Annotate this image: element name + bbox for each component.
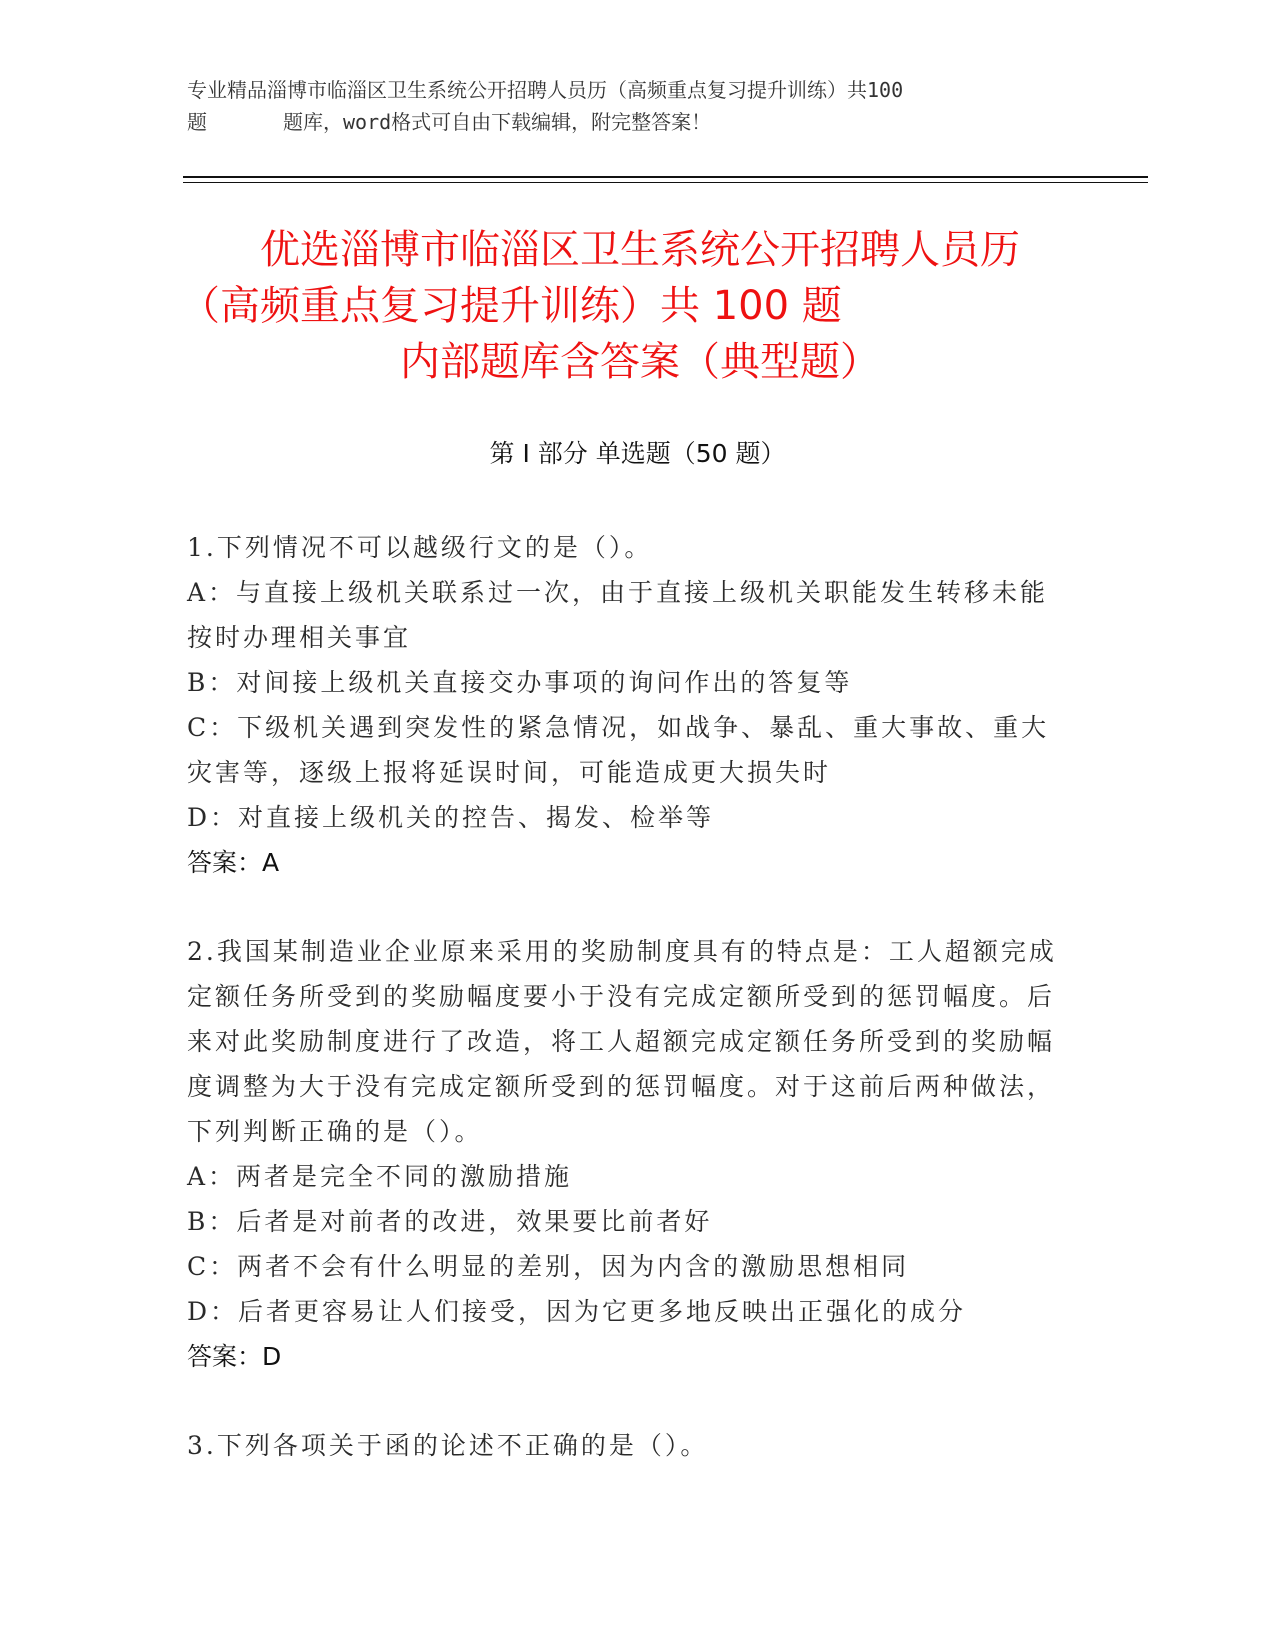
- answer: 答案：D: [187, 1342, 282, 1371]
- title-line-3: 内部题库含答案（典型题）: [400, 339, 880, 385]
- option-b: B：后者是对前者的改进，效果要比前者好: [187, 1207, 713, 1236]
- option-d: D：对直接上级机关的控告、揭发、检举等: [187, 803, 715, 832]
- header-divider-thick: [183, 176, 1148, 178]
- answer: 答案：A: [187, 848, 280, 877]
- title-line-1: 优选淄博市临淄区卫生系统公开招聘人员历: [260, 227, 1020, 273]
- question-2: [187, 929, 1067, 1379]
- question-1: [187, 525, 1067, 885]
- option-d: D：后者更容易让人们接受，因为它更多地反映出正强化的成分: [187, 1297, 967, 1326]
- option-b: B：对间接上级机关直接交办事项的询问作出的答复等: [187, 668, 853, 697]
- option-a: A：两者是完全不同的激励措施: [187, 1162, 573, 1191]
- header-note-line2-rest: 题库，word格式可自由下载编辑，附完整答案！: [283, 110, 712, 134]
- header-note: [187, 74, 1087, 138]
- option-c: C：两者不会有什么明显的差别，因为内含的激励思想相同: [187, 1252, 910, 1281]
- question-3: [187, 1423, 1067, 1468]
- header-divider-thin: [183, 182, 1148, 183]
- option-a: A：与直接上级机关联系过一次，由于直接上级机关职能发生转移未能按时办理相关事宜: [187, 578, 1049, 652]
- option-c: C：下级机关遇到突发性的紧急情况，如战争、暴乱、重大事故、重大灾害等，逐级上报将延误时间，可能造成更大损失时: [187, 713, 1050, 787]
- title-line-2: （高频重点复习提升训练）共 100 题: [180, 283, 842, 329]
- document-title: [180, 222, 1100, 390]
- header-note-line2-start: 题: [187, 110, 207, 134]
- question-list: [187, 525, 1067, 1512]
- header-note-line1: 专业精品淄博市临淄区卫生系统公开招聘人员历（高频重点复习提升训练）共100: [187, 78, 904, 102]
- question-stem: 1.下列情况不可以越级行文的是（）。: [187, 533, 653, 562]
- header-note-line2: [187, 106, 1087, 138]
- question-stem: 2.我国某制造业企业原来采用的奖励制度具有的特点是：工人超额完成定额任务所受到的奖励幅度要小于没有完成定额所受到的惩罚幅度。后来对此奖励制度进行了改造，将工人超额完成定额任务所受到的奖励幅度调整为大于没有完成定额所受到的惩罚幅度。对于这前后两种做法，下列判断正确的是（）。: [187, 937, 1057, 1146]
- section-heading: 第 I 部分 单选题（50 题）: [489, 439, 786, 468]
- question-stem: 3.下列各项关于函的论述不正确的是（）。: [187, 1431, 709, 1460]
